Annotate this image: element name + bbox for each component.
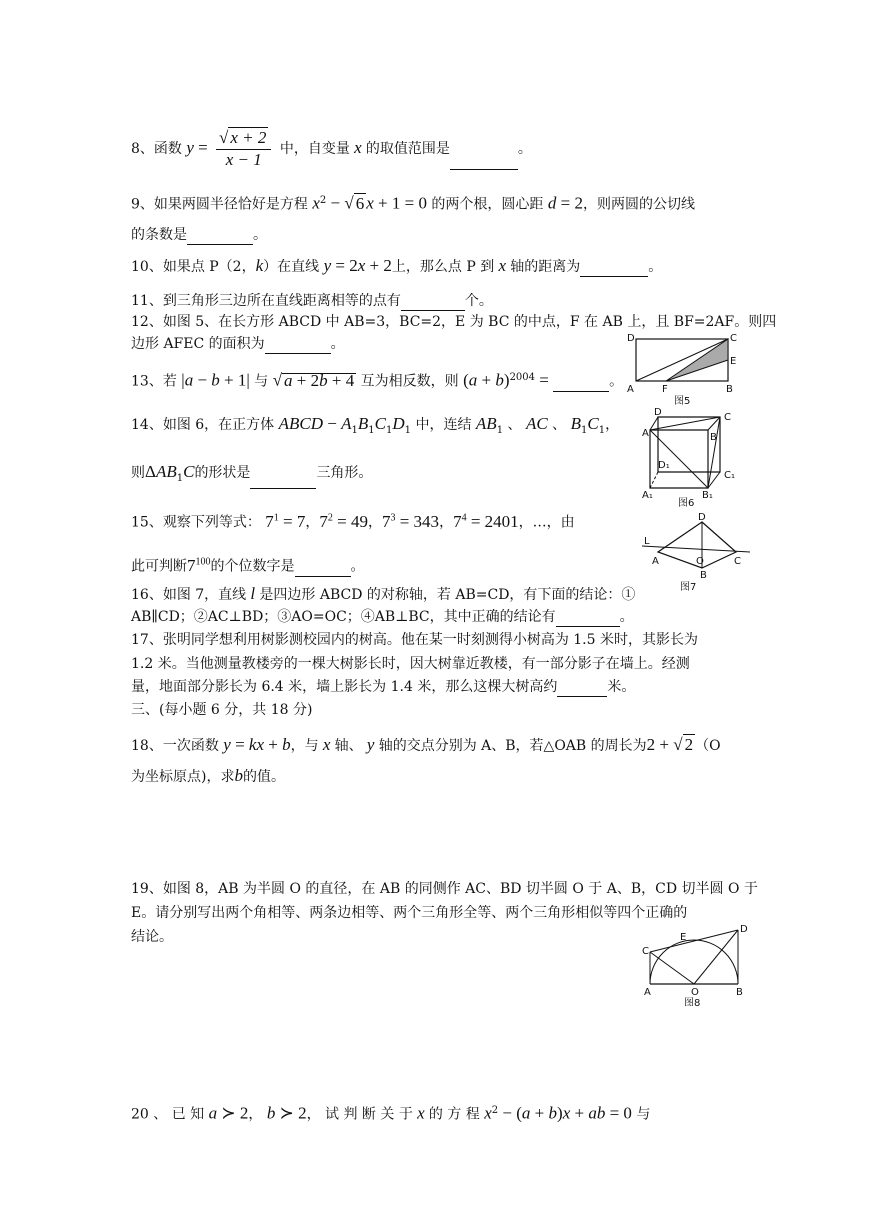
question-17-line2: 1.2 米。当他测量教楼旁的一棵大树影长时，因大树靠近教楼，有一部分影子在墙上。经测 [131, 656, 690, 672]
label-E: E [730, 356, 737, 367]
figure-caption: 图7 [680, 582, 697, 593]
question-18: 18、一次函数 y = kx + b，与 x 轴、 y 轴的交点分别为 A、B，若△OAB 的周长为2 + √ 2 （O [131, 735, 721, 754]
label-C: C [730, 333, 737, 344]
question-18-line2: 为坐标原点)，求b的值。 [131, 766, 285, 785]
label-D1: D₁ [658, 460, 670, 471]
label-A: A [652, 556, 659, 567]
label-E: E [680, 932, 687, 943]
question-15-line2: 此可判断$7^{100}$的个位数字是 。 [131, 555, 365, 575]
figure-caption: 图5 [674, 396, 691, 407]
question-19: 19、如图 8，AB 为半圆 O 的直径，在 AB 的同侧作 AC、BD 切半圆 O 于 A、B，CD 切半圆 O 于 [131, 881, 758, 897]
question-14-line2: 则$\Delta AB_1C$的形状是 三角形。 [131, 462, 372, 489]
label-B: B [710, 432, 717, 443]
question-16-line2: AB∥CD；②AC⊥BD；③AO=OC；④AB⊥BC，其中正确的结论有 。 [131, 609, 634, 625]
question-20: 20 、 已 知 a ≻ 2， b ≻ 2， 试 判 断 关 于 x 的 方 程 $x^2 - (a + b)x$ + ab = 0 与 [131, 1103, 651, 1123]
label-D: D [654, 407, 662, 418]
question-12: 12、如图 5、在长方形 ABCD 中 AB=3，BC=2，E 为 BC 的中点，F 在 AB 上，且 BF=2AF。则四 [131, 314, 777, 330]
figure-5 [622, 330, 742, 416]
label-A1: A₁ [642, 490, 653, 501]
question-11: 11、到三角形三边所在直线距离相等的点有 个。 [131, 293, 493, 309]
label-O: O [696, 556, 704, 567]
label-L: L [644, 536, 650, 547]
label-C: C [734, 556, 741, 567]
figure-caption: 图8 [684, 998, 701, 1006]
question-17: 17、张明同学想利用树影测校园内的树高。他在某一时刻测得小树高为 1.5 米时，其影长为 [131, 632, 698, 648]
question-9: 9、如果两圆半径恰好是方程 $x^2$ − √ 6 x + 1 = 0 的两个根，圆心距 d = 2，则两圆的公切线 [131, 193, 695, 213]
label-D: D [698, 512, 706, 523]
label-D: D [627, 333, 635, 344]
figure-8 [640, 922, 752, 1010]
question-8: 8、函数 y = $\frac{√ x + 2}{x - 1}$ 中，自变量 x 的取值范围是 。 [131, 128, 532, 169]
label-A: A [627, 384, 634, 395]
label-F: F [662, 384, 668, 395]
question-9-line2: 的条数是 。 [131, 227, 267, 243]
label-C: C [642, 946, 649, 957]
figure-caption: 图6 [678, 498, 695, 509]
label-C: C [724, 412, 731, 423]
question-15: 15、观察下列等式： $7^1 = 7$，$7^2 = 49$，$7^3 = 343$，$7^4 = 2401$，…，由 [131, 511, 575, 531]
figure-7 [640, 512, 750, 600]
label-B: B [726, 384, 733, 395]
label-B: B [736, 987, 743, 998]
label-O: O [691, 987, 699, 998]
question-16: 16、如图 7，直线 l 是四边形 ABCD 的对称轴，若 AB=CD，有下面的结论：① [131, 584, 636, 603]
fraction: $\frac{√ x + 2}{x - 1}$ [216, 128, 271, 170]
question-19-line3: 结论。 [131, 929, 173, 945]
question-10: 10、如果点 P（2，k）在直线 y = 2x + 2上，那么点 P 到 x 轴的距离为 。 [131, 256, 663, 275]
question-13: 13、若 |a − b + 1| 与 √ a + 2b + 4 互为相反数，则 $(a + b)^{2004}$ = 。 [131, 370, 624, 390]
label-B: B [700, 570, 707, 581]
question-19-line2: E。请分别写出两个角相等、两条边相等、两个三角形全等、两个三角形相似等四个正确的 [131, 905, 688, 921]
label-D: D [740, 924, 748, 935]
section-heading: 三、(每小题 6 分，共 18 分) [131, 702, 313, 718]
question-14: 14、如图 6，在正方体 ABCD − $A_1B_1C_1D_1$ 中，连结 $AB_1$ 、 AC 、 $B_1C_1$， [131, 414, 620, 436]
figure-6 [638, 406, 748, 514]
question-17-line3: 量，地面部分影长为 6.4 米，墙上影长为 1.4 米，那么这棵大树高约 米。 [131, 679, 636, 695]
label-B1: B₁ [702, 490, 713, 501]
question-12-line2: 边形 AFEC 的面积为 。 [131, 336, 345, 352]
label-C1: C₁ [724, 470, 735, 481]
label-A: A [642, 428, 649, 439]
label-A: A [644, 987, 651, 998]
